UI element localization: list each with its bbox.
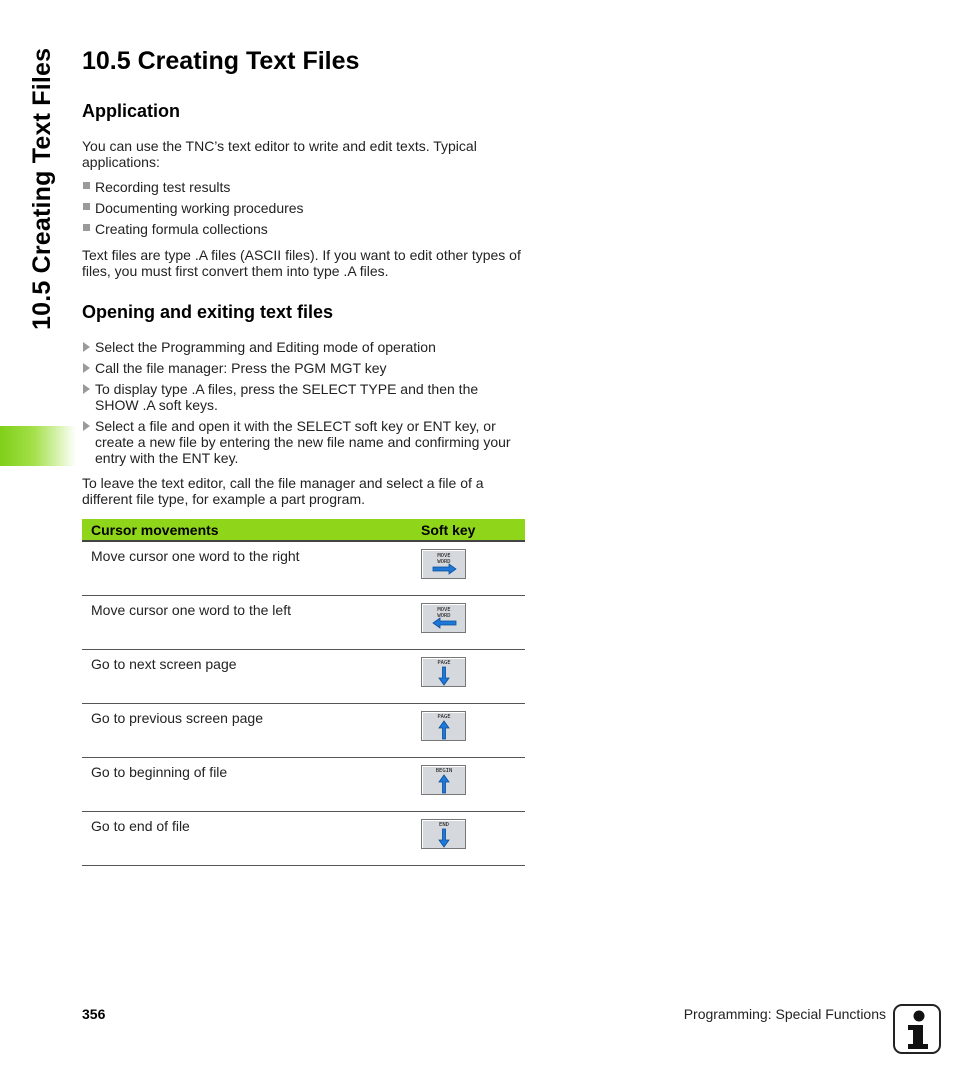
triangle-bullet-icon	[83, 384, 90, 394]
list-item: Select a file and open it with the SELECT soft key or ENT key, or create a new file by entering the new file name and confirming your entry with the ENT key.	[82, 418, 525, 466]
svg-text:WORD: WORD	[437, 613, 451, 619]
application-note: Text files are type .A files (ASCII files). If you want to edit other types of files, you must first convert them into type .A files.	[82, 247, 521, 279]
application-intro: You can use the TNC’s text editor to write and edit texts. Typical applications:	[82, 138, 477, 170]
square-bullet-icon	[83, 182, 90, 189]
softkey-button[interactable]	[421, 603, 466, 633]
opening-heading: Opening and exiting text files	[82, 302, 334, 322]
arrow-up-icon	[439, 775, 449, 793]
list-item: Recording test results	[82, 179, 525, 200]
info-icon	[893, 1004, 941, 1054]
opening-step-list	[82, 339, 525, 471]
arrow-left-icon	[433, 618, 456, 628]
svg-text:BEGIN: BEGIN	[435, 768, 453, 774]
softkey-button[interactable]	[421, 765, 466, 795]
application-bullet-list	[82, 179, 525, 242]
list-item: Creating formula collections	[82, 221, 525, 242]
list-item: Documenting working procedures	[82, 200, 525, 221]
table-row	[82, 596, 525, 650]
table-row	[82, 704, 525, 758]
svg-text:WORD: WORD	[437, 559, 451, 565]
list-item: To display type .A files, press the SELECT TYPE and then the SHOW .A soft keys.	[82, 381, 525, 413]
softkey-button[interactable]	[421, 549, 466, 579]
svg-text:PAGE: PAGE	[437, 660, 451, 666]
table-header-softkey: Soft key	[421, 519, 525, 541]
svg-text:END: END	[439, 822, 449, 828]
cursor-movement-label: Go to next screen page	[82, 650, 421, 704]
softkey-button[interactable]	[421, 711, 466, 741]
table-row	[82, 758, 525, 812]
table-row	[82, 650, 525, 704]
table-row	[82, 541, 525, 596]
square-bullet-icon	[83, 224, 90, 231]
arrow-down-icon	[439, 829, 449, 847]
square-bullet-icon	[83, 203, 90, 210]
triangle-bullet-icon	[83, 342, 90, 352]
arrow-up-icon	[439, 721, 449, 739]
chapter-name: Programming: Special Functions	[683, 1006, 886, 1022]
list-item: Select the Programming and Editing mode of operation	[82, 339, 525, 355]
cursor-movement-label: Go to previous screen page	[82, 704, 421, 758]
table-header-row	[82, 519, 525, 541]
cursor-movement-label: Move cursor one word to the right	[82, 541, 421, 596]
triangle-bullet-icon	[83, 421, 90, 431]
sidebar-chapter-tab	[0, 426, 76, 466]
softkey-button[interactable]	[421, 657, 466, 687]
list-item: Call the file manager: Press the PGM MGT key	[82, 360, 525, 376]
svg-text:MOVE: MOVE	[437, 607, 451, 613]
cursor-movement-label: Go to end of file	[82, 812, 421, 866]
page-title: 10.5 Creating Text Files	[82, 47, 360, 75]
sidebar-section-title: 10.5 Creating Text Files	[28, 47, 56, 330]
cursor-movement-label: Move cursor one word to the left	[82, 596, 421, 650]
leave-editor-text: To leave the text editor, call the file manager and select a file of a different file type, for example a part program.	[82, 475, 484, 507]
softkey-button[interactable]	[421, 819, 466, 849]
table-row	[82, 812, 525, 866]
svg-text:MOVE: MOVE	[437, 553, 451, 559]
triangle-bullet-icon	[83, 363, 90, 373]
svg-text:PAGE: PAGE	[437, 714, 451, 720]
application-heading: Application	[82, 101, 180, 121]
table-header-movement: Cursor movements	[82, 519, 421, 541]
arrow-down-icon	[439, 667, 449, 685]
page-number: 356	[82, 1006, 106, 1022]
arrow-right-icon	[433, 564, 456, 574]
cursor-movement-label: Go to beginning of file	[82, 758, 421, 812]
cursor-movements-table	[82, 519, 525, 866]
